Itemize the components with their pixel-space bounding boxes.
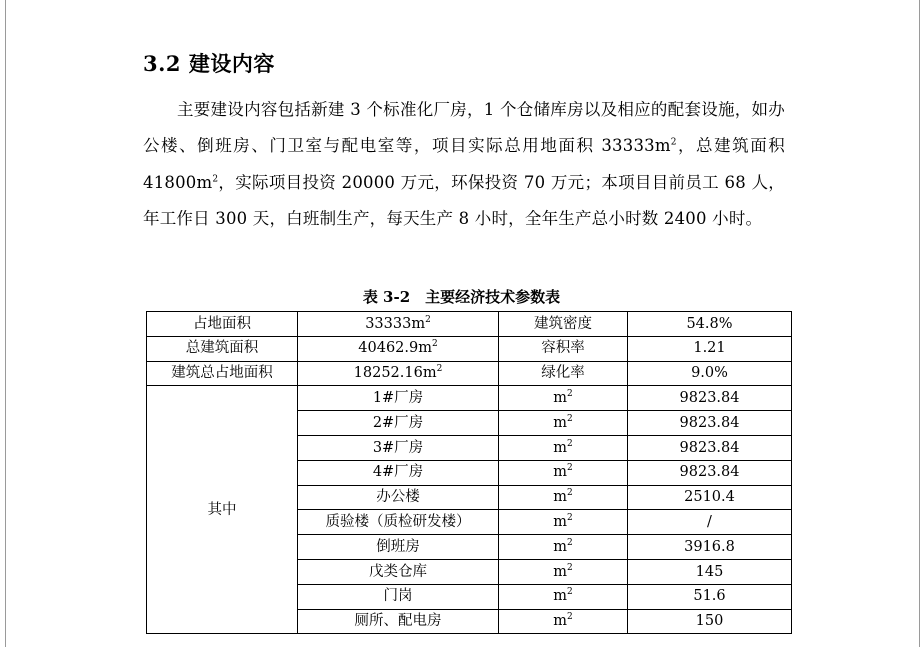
unit-sup: 2 [567, 587, 573, 598]
cell-unit [499, 609, 628, 634]
params-table-body [147, 312, 792, 634]
cell-building-name: 4#厂房 [298, 460, 499, 485]
table-row [147, 312, 792, 337]
cell-area-value: 3916.8 [628, 535, 792, 560]
cell-unit [499, 584, 628, 609]
cell-unit [499, 485, 628, 510]
paragraph-sup-2: 2 [212, 174, 219, 185]
unit-sup: 2 [567, 612, 573, 623]
group-label-cell: 其中 [147, 386, 298, 634]
cell-label-2: 容积率 [499, 336, 628, 361]
unit-sup: 2 [567, 414, 573, 424]
cell-building-name: 倒班房 [298, 535, 499, 560]
page-edge-right [919, 0, 920, 647]
cell-unit [499, 535, 628, 560]
cell-area-value: 150 [628, 609, 792, 634]
cell-building-name: 3#厂房 [298, 435, 499, 460]
params-table [146, 311, 792, 634]
cell-value [298, 336, 499, 361]
table-row [147, 386, 792, 411]
cell-value-text: 40462.9m [358, 340, 432, 357]
unit-sup: 2 [567, 537, 573, 548]
paragraph-text-3: ，实际项目投资 20000 万元，环保投资 70 万元；本项目目前员工 68 人，年工作日 300 天，白班制生产，每天生产 8 小时，全年生产总小时数 2400 小时。 [143, 172, 785, 229]
cell-value-sup: 2 [436, 364, 443, 375]
cell-value [298, 361, 499, 386]
unit-text: m [553, 390, 567, 407]
cell-building-name: 门岗 [298, 584, 499, 609]
unit-sup: 2 [567, 463, 573, 474]
cell-unit [499, 559, 628, 584]
page-edge-left [5, 0, 6, 647]
cell-unit [499, 460, 628, 485]
cell-area-value: 145 [628, 559, 792, 584]
cell-area-value: 2510.4 [628, 485, 792, 510]
cell-building-name: 质验楼（质检研发楼） [298, 510, 499, 535]
paragraph-text-1: 主要建设内容包括新建 3 个标准化厂房，1 个仓储库房以及相应的配套设施，如办公楼、倒班房、门卫室与配电室等，项目实际总用地面积 33333m [143, 100, 785, 156]
cell-label: 总建筑面积 [147, 336, 298, 361]
cell-value-sup: 2 [425, 314, 431, 325]
unit-sup: 2 [567, 488, 573, 499]
cell-value-sup: 2 [431, 339, 438, 350]
unit-text: m [553, 464, 567, 481]
cell-area-value: 9823.84 [628, 411, 792, 436]
paragraph-text-2: ，总建筑面积 41800m [143, 136, 785, 192]
cell-area-value: / [628, 510, 792, 535]
unit-text: m [553, 514, 567, 531]
cell-value [298, 312, 499, 337]
cell-label: 建筑总占地面积 [147, 361, 298, 386]
cell-area-value: 51.6 [628, 584, 792, 609]
unit-text: m [553, 538, 567, 555]
unit-text: m [553, 439, 567, 456]
cell-value-2: 9.0% [628, 361, 792, 386]
unit-sup: 2 [567, 438, 573, 449]
unit-text: m [553, 613, 567, 630]
section-heading: 3.2 建设内容 [143, 51, 275, 76]
unit-text: m [553, 588, 567, 605]
cell-label-2: 建筑密度 [499, 312, 628, 337]
cell-area-value: 9823.84 [628, 460, 792, 485]
cell-building-name: 厕所、配电房 [298, 609, 499, 634]
cell-unit [499, 510, 628, 535]
cell-area-value: 9823.84 [628, 435, 792, 460]
table-row [147, 336, 792, 361]
cell-unit [499, 435, 628, 460]
section-paragraph [143, 92, 785, 238]
unit-sup: 2 [567, 562, 573, 573]
cell-unit [499, 386, 628, 411]
cell-value-2: 54.8% [628, 312, 792, 337]
cell-value-text: 18252.16m [353, 365, 437, 382]
cell-building-name: 戊类仓库 [298, 559, 499, 584]
cell-value-2: 1.21 [628, 336, 792, 361]
unit-sup: 2 [567, 389, 573, 400]
table-title: 表 3-2 主要经济技术参数表 [362, 288, 561, 306]
cell-label: 占地面积 [147, 312, 298, 337]
cell-building-name: 2#厂房 [298, 411, 499, 436]
paragraph-sup-1: 2 [670, 137, 677, 148]
cell-label-2: 绿化率 [499, 361, 628, 386]
cell-unit [499, 411, 628, 436]
unit-sup: 2 [567, 513, 573, 524]
cell-value-text: 33333m [365, 315, 426, 332]
table-row [147, 361, 792, 386]
unit-text: m [553, 563, 567, 580]
unit-text: m [553, 489, 567, 506]
unit-text: m [553, 414, 567, 431]
cell-area-value: 9823.84 [628, 386, 792, 411]
cell-building-name: 1#厂房 [298, 386, 499, 411]
cell-building-name: 办公楼 [298, 485, 499, 510]
